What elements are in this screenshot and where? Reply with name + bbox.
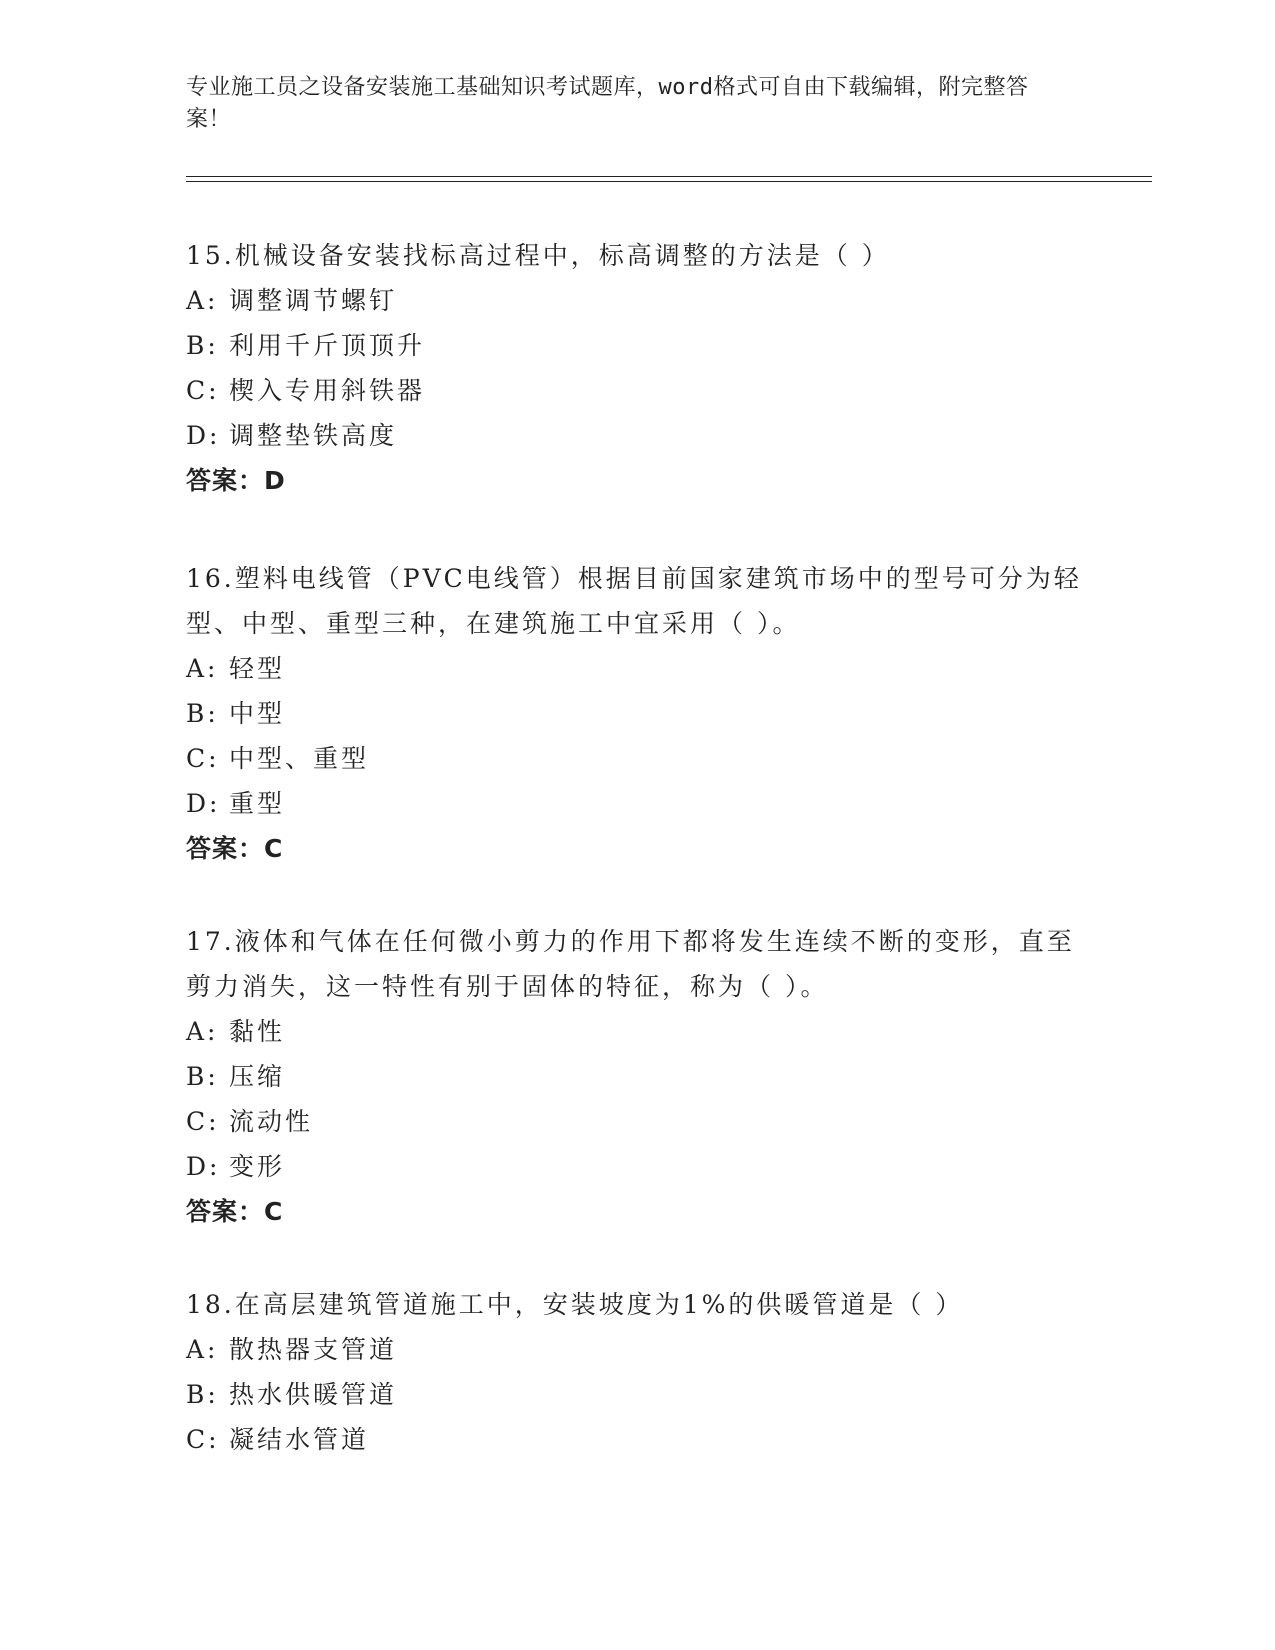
option-letter: B: (186, 699, 219, 728)
option-text: 中型、重型 (229, 744, 370, 773)
option-text: 黏性 (229, 1017, 286, 1046)
option-letter: A: (186, 1335, 219, 1364)
option-c (186, 368, 1086, 413)
option-b (186, 323, 1086, 368)
option-letter: D: (186, 421, 221, 450)
option-c (186, 736, 1086, 781)
option-letter: C: (186, 744, 220, 773)
header-divider-bottom (186, 181, 1152, 182)
option-text: 重型 (229, 789, 286, 818)
question-stem: 16.塑料电线管（PVC电线管）根据目前国家建筑市场中的型号可分为轻型、中型、重型三种，在建筑施工中宜采用（ ）。 (186, 564, 1082, 638)
question-17 (186, 919, 1086, 1234)
option-letter: D: (186, 789, 221, 818)
option-letter: A: (186, 654, 219, 683)
question-stem: 18.在高层建筑管道施工中，安装坡度为1%的供暖管道是（ ） (186, 1290, 964, 1319)
option-b (186, 1372, 1086, 1417)
option-d (186, 1144, 1086, 1189)
question-15 (186, 233, 1086, 503)
option-a (186, 646, 1086, 691)
option-text: 调整垫铁高度 (229, 421, 398, 450)
option-a (186, 1009, 1086, 1054)
document-header: 专业施工员之设备安装施工基础知识考试题库，word格式可自由下载编辑，附完整答案！ (186, 75, 1029, 132)
option-a (186, 278, 1086, 323)
option-text: 调整调节螺钉 (229, 286, 398, 315)
option-text: 轻型 (229, 654, 286, 683)
option-b (186, 1054, 1086, 1099)
option-letter: B: (186, 1380, 219, 1409)
option-text: 楔入专用斜铁器 (229, 376, 426, 405)
option-text: 压缩 (229, 1062, 286, 1091)
answer-line: 答案：C (186, 1197, 284, 1226)
option-text: 利用千斤顶顶升 (229, 331, 426, 360)
option-letter: C: (186, 1107, 220, 1136)
option-text: 变形 (229, 1152, 286, 1181)
answer-line: 答案：C (186, 834, 284, 863)
option-c (186, 1417, 1086, 1462)
option-text: 流动性 (229, 1107, 314, 1136)
option-b (186, 691, 1086, 736)
option-letter: B: (186, 331, 219, 360)
option-d (186, 781, 1086, 826)
option-text: 凝结水管道 (229, 1425, 370, 1454)
option-letter: C: (186, 376, 220, 405)
question-stem: 17.液体和气体在任何微小剪力的作用下都将发生连续不断的变形，直至剪力消失，这一特性有别于固体的特征，称为（ ）。 (186, 927, 1075, 1001)
question-stem: 15.机械设备安装找标高过程中，标高调整的方法是（ ） (186, 241, 890, 270)
option-text: 热水供暖管道 (229, 1380, 398, 1409)
option-c (186, 1099, 1086, 1144)
option-letter: B: (186, 1062, 219, 1091)
answer-line: 答案：D (186, 466, 286, 495)
option-d (186, 413, 1086, 458)
option-letter: C: (186, 1425, 220, 1454)
option-letter: D: (186, 1152, 221, 1181)
option-text: 散热器支管道 (229, 1335, 398, 1364)
question-16 (186, 556, 1086, 871)
option-letter: A: (186, 286, 219, 315)
question-18 (186, 1282, 1086, 1462)
header-divider-top (186, 176, 1152, 177)
option-a (186, 1327, 1086, 1372)
option-text: 中型 (229, 699, 286, 728)
option-letter: A: (186, 1017, 219, 1046)
